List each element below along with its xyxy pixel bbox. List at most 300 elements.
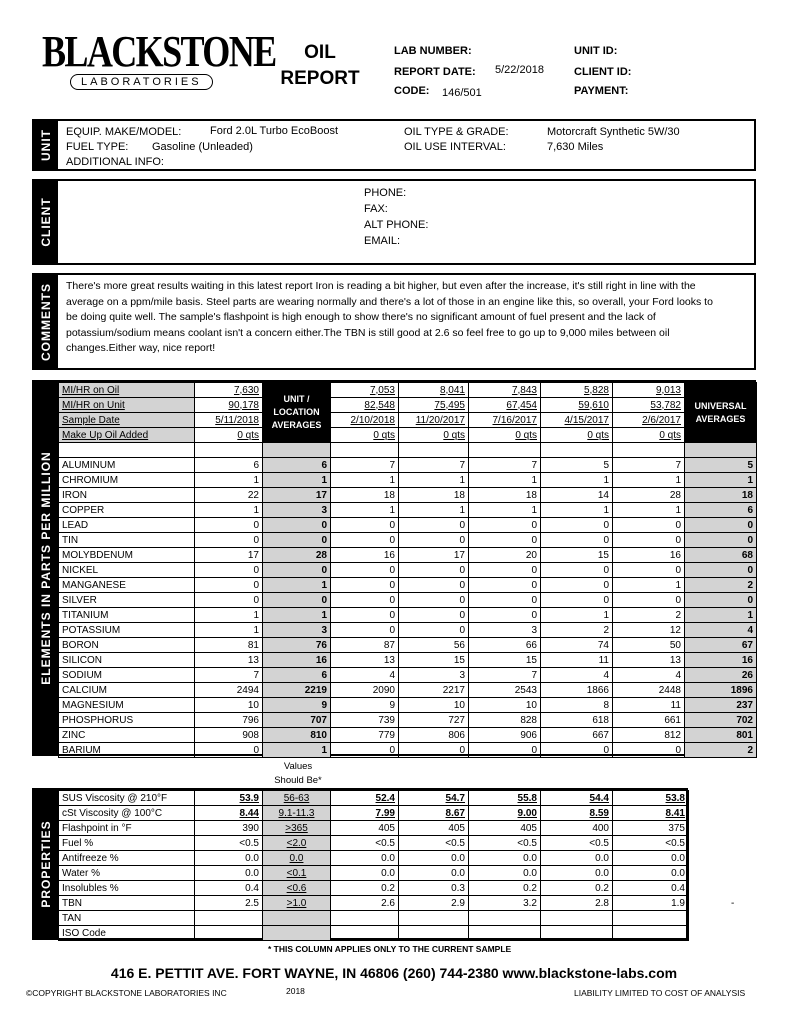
additional-info-label: ADDITIONAL INFO: [66, 156, 164, 168]
header-row-history: 0 qts [399, 428, 469, 443]
element-history: 1 [613, 578, 685, 593]
element-current: 7 [195, 668, 263, 683]
element-unit-average: 810 [263, 728, 331, 743]
property-history: 0.0 [399, 866, 469, 881]
element-universal-average: 5 [685, 458, 757, 473]
property-should-be [263, 926, 331, 941]
element-history: 1 [613, 503, 685, 518]
element-universal-average: 801 [685, 728, 757, 743]
element-history: 1 [469, 503, 541, 518]
footer-address: 416 E. PETTIT AVE. FORT WAYNE, IN 46806 (260) 744-2380 www.blackstone-labs.com [110, 965, 678, 981]
element-row [59, 458, 757, 473]
values-should-be-heading [262, 760, 334, 788]
property-name: Flashpoint in °F [59, 821, 195, 836]
element-history: 0 [399, 578, 469, 593]
properties-tab: PROPERTIES [34, 790, 58, 938]
element-universal-average: 1 [685, 608, 757, 623]
element-unit-average: 6 [263, 668, 331, 683]
element-row [59, 593, 757, 608]
header-row-history: 2/10/2018 [331, 413, 399, 428]
property-history: 405 [399, 821, 469, 836]
element-history: 0 [469, 533, 541, 548]
code-value: 146/501 [442, 87, 482, 99]
unit-tab: UNIT [34, 121, 58, 169]
property-name: SUS Viscosity @ 210°F [59, 791, 195, 806]
logo-wordmark: BLACKSTONE [42, 27, 276, 76]
element-history: 2217 [399, 683, 469, 698]
property-history: 0.0 [399, 851, 469, 866]
element-name: IRON [59, 488, 195, 503]
property-history: 405 [331, 821, 399, 836]
element-universal-average: 67 [685, 638, 757, 653]
element-history: 0 [331, 743, 399, 758]
values-head-line1: Values [283, 761, 313, 772]
header-row-current: 5/11/2018 [195, 413, 263, 428]
property-history: 2.9 [399, 896, 469, 911]
element-row [59, 638, 757, 653]
property-history [469, 926, 541, 941]
property-name: TAN [59, 911, 195, 926]
element-unit-average: 28 [263, 548, 331, 563]
element-row [59, 728, 757, 743]
element-row [59, 578, 757, 593]
client-tab: CLIENT [34, 181, 58, 263]
equip-make-label: EQUIP. MAKE/MODEL: [66, 126, 182, 138]
element-history: 828 [469, 713, 541, 728]
element-history: 18 [469, 488, 541, 503]
element-history: 50 [613, 638, 685, 653]
liability-note: LIABILITY LIMITED TO COST OF ANALYSIS [574, 988, 746, 998]
element-unit-average: 707 [263, 713, 331, 728]
element-history: 0 [331, 608, 399, 623]
elements-header-row [59, 398, 757, 413]
unit-id-label: UNIT ID: [574, 45, 618, 57]
element-name: LEAD [59, 518, 195, 533]
element-name: TITANIUM [59, 608, 195, 623]
property-name: Water % [59, 866, 195, 881]
property-history: 8.41 [613, 806, 689, 821]
element-row [59, 743, 757, 758]
property-history: 0.0 [541, 866, 613, 881]
property-current [195, 911, 263, 926]
element-history: 1866 [541, 683, 613, 698]
elements-header-row [59, 428, 757, 443]
element-row [59, 548, 757, 563]
property-current: 0.0 [195, 851, 263, 866]
property-name: Insolubles % [59, 881, 195, 896]
element-history: 2 [613, 608, 685, 623]
property-row [59, 806, 689, 821]
element-row [59, 473, 757, 488]
property-current: 0.4 [195, 881, 263, 896]
spacer-cell [685, 443, 757, 458]
element-history: 4 [541, 668, 613, 683]
property-history [331, 926, 399, 941]
property-should-be: <0.1 [263, 866, 331, 881]
element-name: SILICON [59, 653, 195, 668]
element-row [59, 698, 757, 713]
property-name: cSt Viscosity @ 100°C [59, 806, 195, 821]
element-current: 2494 [195, 683, 263, 698]
element-universal-average: 26 [685, 668, 757, 683]
element-row [59, 563, 757, 578]
property-name: Fuel % [59, 836, 195, 851]
email-label: EMAIL: [364, 235, 401, 247]
element-universal-average: 0 [685, 533, 757, 548]
element-history: 28 [613, 488, 685, 503]
element-universal-average: 18 [685, 488, 757, 503]
element-unit-average: 16 [263, 653, 331, 668]
property-current: 2.5 [195, 896, 263, 911]
element-current: 6 [195, 458, 263, 473]
element-history: 1 [541, 473, 613, 488]
element-current: 10 [195, 698, 263, 713]
header-row-history: 2/6/2017 [613, 413, 685, 428]
element-row [59, 608, 757, 623]
property-should-be: >1.0 [263, 896, 331, 911]
property-history: 0.0 [613, 851, 689, 866]
element-unit-average: 1 [263, 743, 331, 758]
report-title-line2: REPORT [280, 68, 360, 89]
element-unit-average: 1 [263, 578, 331, 593]
element-history: 0 [399, 518, 469, 533]
property-should-be: 56-63 [263, 791, 331, 806]
element-history: 15 [399, 653, 469, 668]
element-history: 0 [613, 593, 685, 608]
elements-section [32, 380, 756, 756]
header-row-label: MI/HR on Unit [59, 398, 195, 413]
element-name: SILVER [59, 593, 195, 608]
element-universal-average: 1 [685, 473, 757, 488]
element-current: 0 [195, 563, 263, 578]
property-history [399, 926, 469, 941]
unit-section [32, 119, 756, 171]
property-history: 0.0 [469, 866, 541, 881]
property-name: ISO Code [59, 926, 195, 941]
spacer-cell [399, 443, 469, 458]
element-history: 0 [541, 518, 613, 533]
property-row [59, 836, 689, 851]
element-unit-average: 2219 [263, 683, 331, 698]
element-universal-average: 4 [685, 623, 757, 638]
property-row [59, 866, 689, 881]
element-history: 1 [541, 608, 613, 623]
element-name: MOLYBDENUM [59, 548, 195, 563]
copyright: ©COPYRIGHT BLACKSTONE LABORATORIES INC [26, 988, 227, 998]
element-current: 0 [195, 743, 263, 758]
element-universal-average: 0 [685, 518, 757, 533]
element-universal-average: 1896 [685, 683, 757, 698]
fuel-type-label: FUEL TYPE: [66, 141, 129, 153]
property-history: <0.5 [399, 836, 469, 851]
report-title [272, 40, 368, 92]
header-row-history: 53,782 [613, 398, 685, 413]
property-history: <0.5 [331, 836, 399, 851]
element-history: 17 [399, 548, 469, 563]
property-history [613, 926, 689, 941]
header-row-current: 7,630 [195, 383, 263, 398]
element-current: 1 [195, 473, 263, 488]
header-row-history: 0 qts [613, 428, 685, 443]
element-unit-average: 1 [263, 473, 331, 488]
oil-interval-value: 7,630 Miles [547, 141, 604, 153]
header-row-history: 75,495 [399, 398, 469, 413]
property-row [59, 821, 689, 836]
equip-make-value: Ford 2.0L Turbo EcoBoost [210, 125, 338, 137]
property-history: 400 [541, 821, 613, 836]
footnote: * THIS COLUMN APPLIES ONLY TO THE CURRENT SAMPLE [268, 944, 512, 954]
header-row-label: MI/HR on Oil [59, 383, 195, 398]
header-row-history: 7,053 [331, 383, 399, 398]
report-date-value: 5/22/2018 [495, 64, 544, 76]
logo [42, 27, 276, 100]
unit-averages-heading: UNIT / LOCATION AVERAGES [263, 383, 331, 443]
element-universal-average: 6 [685, 503, 757, 518]
spacer-cell [195, 443, 263, 458]
element-name: MANGANESE [59, 578, 195, 593]
property-history: 2.6 [331, 896, 399, 911]
element-history: 0 [399, 533, 469, 548]
property-row [59, 926, 689, 941]
element-history: 0 [469, 563, 541, 578]
header-row-history: 82,548 [331, 398, 399, 413]
element-history: 1 [399, 503, 469, 518]
element-history: 7 [469, 458, 541, 473]
header-row-history: 67,454 [469, 398, 541, 413]
element-name: BARIUM [59, 743, 195, 758]
element-current: 1 [195, 503, 263, 518]
property-row [59, 851, 689, 866]
element-current: 22 [195, 488, 263, 503]
element-history: 13 [331, 653, 399, 668]
element-name: NICKEL [59, 563, 195, 578]
element-row [59, 488, 757, 503]
element-current: 796 [195, 713, 263, 728]
code-label: CODE: [394, 85, 430, 97]
element-history: 0 [399, 608, 469, 623]
element-current: 0 [195, 533, 263, 548]
property-history: 8.59 [541, 806, 613, 821]
element-history: 10 [399, 698, 469, 713]
header-row-current: 0 qts [195, 428, 263, 443]
property-history: 0.3 [399, 881, 469, 896]
element-history: 18 [331, 488, 399, 503]
properties-table [58, 790, 689, 941]
logo-subtitle: LABORATORIES [70, 74, 213, 90]
spacer-cell [613, 443, 685, 458]
element-history: 739 [331, 713, 399, 728]
element-history: 14 [541, 488, 613, 503]
element-universal-average: 2 [685, 743, 757, 758]
property-history [541, 926, 613, 941]
element-history: 0 [613, 743, 685, 758]
element-history: 0 [469, 578, 541, 593]
elements-table [58, 382, 757, 758]
property-history: 9.00 [469, 806, 541, 821]
element-history: 15 [469, 653, 541, 668]
element-history: 0 [399, 743, 469, 758]
universal-averages-heading: UNIVERSAL AVERAGES [685, 383, 757, 443]
element-history: 4 [331, 668, 399, 683]
property-history: 0.0 [613, 866, 689, 881]
element-history: 0 [331, 578, 399, 593]
alt-phone-label: ALT PHONE: [364, 219, 429, 231]
property-current: 0.0 [195, 866, 263, 881]
property-history: <0.5 [541, 836, 613, 851]
element-row [59, 668, 757, 683]
property-current: <0.5 [195, 836, 263, 851]
element-name: SODIUM [59, 668, 195, 683]
element-history: 74 [541, 638, 613, 653]
element-history: 3 [399, 668, 469, 683]
element-history: 0 [541, 593, 613, 608]
element-row [59, 623, 757, 638]
element-history: 0 [469, 518, 541, 533]
element-history: 2543 [469, 683, 541, 698]
spacer-cell [59, 443, 195, 458]
header-row-history: 11/20/2017 [399, 413, 469, 428]
property-history: 0.2 [331, 881, 399, 896]
property-history [541, 911, 613, 926]
element-universal-average: 16 [685, 653, 757, 668]
element-name: COPPER [59, 503, 195, 518]
element-history: 0 [331, 593, 399, 608]
property-history: 52.4 [331, 791, 399, 806]
property-history [469, 911, 541, 926]
oil-interval-label: OIL USE INTERVAL: [404, 141, 506, 153]
element-history: 0 [399, 623, 469, 638]
element-row [59, 713, 757, 728]
element-name: CHROMIUM [59, 473, 195, 488]
header-row-history: 0 qts [469, 428, 541, 443]
property-row [59, 791, 689, 806]
property-history: 53.8 [613, 791, 689, 806]
property-history: 375 [613, 821, 689, 836]
header-row-history: 8,041 [399, 383, 469, 398]
element-current: 0 [195, 518, 263, 533]
property-current: 8.44 [195, 806, 263, 821]
property-history: 1.9 [613, 896, 689, 911]
element-history: 16 [613, 548, 685, 563]
header-row-history: 5,828 [541, 383, 613, 398]
property-history: 0.2 [541, 881, 613, 896]
property-history: 55.8 [469, 791, 541, 806]
element-row [59, 533, 757, 548]
element-history: 9 [331, 698, 399, 713]
spacer-cell [469, 443, 541, 458]
element-history: 18 [399, 488, 469, 503]
property-history: 0.0 [331, 851, 399, 866]
comments-tab: COMMENTS [34, 275, 58, 368]
element-history: 10 [469, 698, 541, 713]
property-history: <0.5 [469, 836, 541, 851]
element-history: 1 [613, 473, 685, 488]
property-should-be: >365 [263, 821, 331, 836]
header-row-history: 4/15/2017 [541, 413, 613, 428]
element-name: TIN [59, 533, 195, 548]
element-history: 0 [399, 563, 469, 578]
property-should-be [263, 911, 331, 926]
element-history: 1 [469, 473, 541, 488]
element-history: 20 [469, 548, 541, 563]
element-history: 16 [331, 548, 399, 563]
property-should-be: 9.1-11.3 [263, 806, 331, 821]
element-unit-average: 0 [263, 563, 331, 578]
element-history: 618 [541, 713, 613, 728]
element-history: 0 [541, 578, 613, 593]
spacer-cell [331, 443, 399, 458]
element-name: POTASSIUM [59, 623, 195, 638]
element-history: 2 [541, 623, 613, 638]
element-history: 0 [541, 533, 613, 548]
element-history: 66 [469, 638, 541, 653]
lab-number-label: LAB NUMBER: [394, 45, 472, 57]
phone-label: PHONE: [364, 187, 407, 199]
element-row [59, 683, 757, 698]
element-history: 11 [541, 653, 613, 668]
element-history: 661 [613, 713, 685, 728]
copyright-year: 2018 [286, 986, 305, 996]
property-history: 54.4 [541, 791, 613, 806]
element-history: 0 [613, 518, 685, 533]
oil-type-label: OIL TYPE & GRADE: [404, 126, 509, 138]
header-row-history: 7/16/2017 [469, 413, 541, 428]
element-history: 0 [331, 518, 399, 533]
element-history: 3 [469, 623, 541, 638]
header-row-label: Sample Date [59, 413, 195, 428]
report-date-label: REPORT DATE: [394, 66, 476, 78]
element-history: 727 [399, 713, 469, 728]
property-should-be: 0.0 [263, 851, 331, 866]
header-row-history: 7,843 [469, 383, 541, 398]
property-history: 2.8 [541, 896, 613, 911]
property-history: 8.67 [399, 806, 469, 821]
element-history: 906 [469, 728, 541, 743]
element-history: 15 [541, 548, 613, 563]
element-history: 0 [399, 593, 469, 608]
element-current: 81 [195, 638, 263, 653]
element-row [59, 518, 757, 533]
property-history: 3.2 [469, 896, 541, 911]
property-history: 7.99 [331, 806, 399, 821]
element-history: 667 [541, 728, 613, 743]
element-universal-average: 0 [685, 563, 757, 578]
element-history: 8 [541, 698, 613, 713]
header-row-history: 0 qts [541, 428, 613, 443]
property-history [399, 911, 469, 926]
element-unit-average: 6 [263, 458, 331, 473]
element-history: 1 [331, 503, 399, 518]
client-id-label: CLIENT ID: [574, 66, 632, 78]
element-history: 2090 [331, 683, 399, 698]
element-name: BORON [59, 638, 195, 653]
property-history: 405 [469, 821, 541, 836]
element-current: 0 [195, 593, 263, 608]
comments-section [32, 273, 756, 370]
header-row-current: 90,178 [195, 398, 263, 413]
values-head-line2: Should Be* [274, 775, 322, 786]
property-history: 54.7 [399, 791, 469, 806]
element-name: CALCIUM [59, 683, 195, 698]
element-history: 7 [469, 668, 541, 683]
element-history: 7 [613, 458, 685, 473]
property-should-be: <2.0 [263, 836, 331, 851]
element-current: 17 [195, 548, 263, 563]
header-row-label: Make Up Oil Added [59, 428, 195, 443]
element-history: 0 [613, 533, 685, 548]
element-unit-average: 9 [263, 698, 331, 713]
element-history: 2448 [613, 683, 685, 698]
